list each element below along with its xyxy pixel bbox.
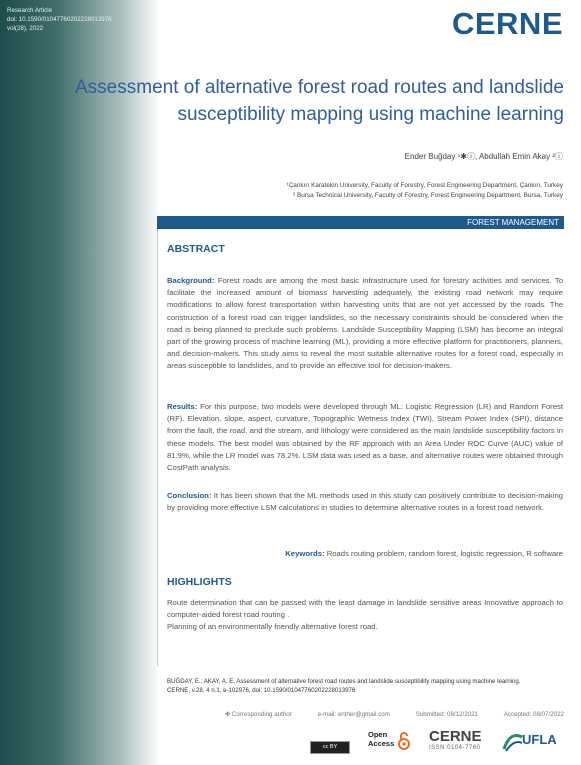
article-meta	[7, 6, 112, 33]
affiliation-2: ² Bursa Technical University, Faculty of Forestry, Forest Engineering Department, Bursa, Turkey	[293, 192, 563, 199]
section-label: FOREST MANAGEMENT	[157, 216, 564, 229]
article-title	[70, 74, 564, 128]
citation-line-2: CERNE, v.28, 4 n.1, e-102976, doi: 10.1590/01047760202228013976	[167, 687, 356, 694]
open-access-label	[368, 730, 394, 748]
abstract-results	[167, 401, 563, 474]
article-volume: vol(28), 2022	[7, 25, 44, 32]
submitted-date: Submitted: 08/12/2021	[415, 711, 478, 718]
open-access-line-2: Access	[368, 739, 395, 748]
abstract-background	[167, 275, 563, 373]
open-access-icon	[398, 732, 410, 750]
highlight-item: Route determination that can be passed with the least damage in landslide sensitive areas Innovative approach to computer-aided forest road routing .	[167, 598, 563, 620]
citation	[167, 677, 563, 695]
affiliation-1: ¹Çankırı Karatekin University, Faculty of Forestry, Forest Engineering Department, Çankırı, Turkey	[286, 182, 563, 189]
background-label: Background:	[167, 276, 215, 285]
cc-license-badge[interactable]: cc BY	[310, 741, 350, 754]
accepted-date: Accepted: 08/07/2022	[503, 711, 564, 718]
keywords	[167, 548, 563, 560]
submission-info	[225, 711, 564, 718]
cerne-footer-logo: CERNE	[429, 728, 482, 745]
background-text: Forest roads are among the most basic infrastructure used for forestry activities and services. To facilitate the increased amount of biomass harvesting adequately, the existing road network may require modifications to allow forest transportation within harvesting units that are not yet accessed by the roads. The construction of a forest road can trigger landslides, so the necessary constraints should be considered when the road is being planned to preclude such problems. Landslide Susceptibility Mapping (LSM) has become an integral part of the growing process of machine learning (ML), providing a more effective platform for practitioners, planners, and decision-makers. This study aims to reveal the most suitable alternative routes for a forest road, especially in areas susceptible to landslides, and to provide an effective tool for decision-makers.	[167, 276, 563, 371]
highlights-heading: HIGHLIGHTS	[167, 576, 232, 588]
highlights-list	[167, 597, 563, 634]
conclusion-label: Conclusion:	[167, 491, 212, 500]
citation-line-1: BUĞDAY, E.; AKAY, A. E. Assessment of alternative forest road routes and landslide susceptibility mapping using machine learning.	[167, 678, 521, 685]
conclusion-text: It has been shown that the ML methods used in this study can positively contribute to decision-making by providing more effective LSM calculations in studies to determine alternative routes in a forest road network.	[167, 491, 563, 513]
highlight-item: Planning of an environmentally friendly alternative forest road.	[167, 622, 378, 632]
author-email[interactable]: e-mail: enther@gmail.com	[317, 711, 390, 718]
results-label: Results:	[167, 402, 198, 411]
ufla-logo-text: UFLA	[522, 732, 557, 747]
cerne-issn: ISSN 0104-7760	[429, 745, 481, 751]
title-line-1: Assessment of alternative forest road routes and landslide	[75, 77, 564, 98]
abstract-heading: ABSTRACT	[167, 243, 225, 255]
keywords-label: Keywords:	[285, 549, 325, 558]
corresponding-author: ✤ Corresponding author	[225, 711, 292, 718]
authors: Ender Buğday ¹✱ⓘ, Abdullah Emin Akay ²ⓘ	[404, 152, 563, 161]
article-type: Research Article	[7, 7, 53, 14]
keywords-text: Roads routing problem, random forest, logistic regression, R software	[326, 549, 563, 558]
affiliations	[287, 181, 563, 201]
abstract-conclusion	[167, 490, 563, 514]
title-line-2: susceptibility mapping using machine learning	[177, 104, 564, 125]
results-text: For this purpose, two models were developed through ML: Logistic Regression (LR) and Random Forest (RF). Elevation, slope, aspect, curvature, Topographic Wetness Index (TWI), Stream Power Index (SPI), distance from the fault, the road, and the stream, and lithology were considered as the main landslide susceptibility factors in these models. The best model was obtained by the RF approach with an Area Under ROC Curve (AUC) value of 81.9%, while the LR model was 78.2%. LSM data was used as a base, and alternative routes were obtained through CostPath analysis.	[167, 402, 564, 473]
journal-logo: CERNE	[451, 6, 563, 41]
article-doi[interactable]: doi: 10.1590/01047760202228013976	[7, 16, 112, 23]
open-access-line-1: Open	[368, 730, 388, 739]
